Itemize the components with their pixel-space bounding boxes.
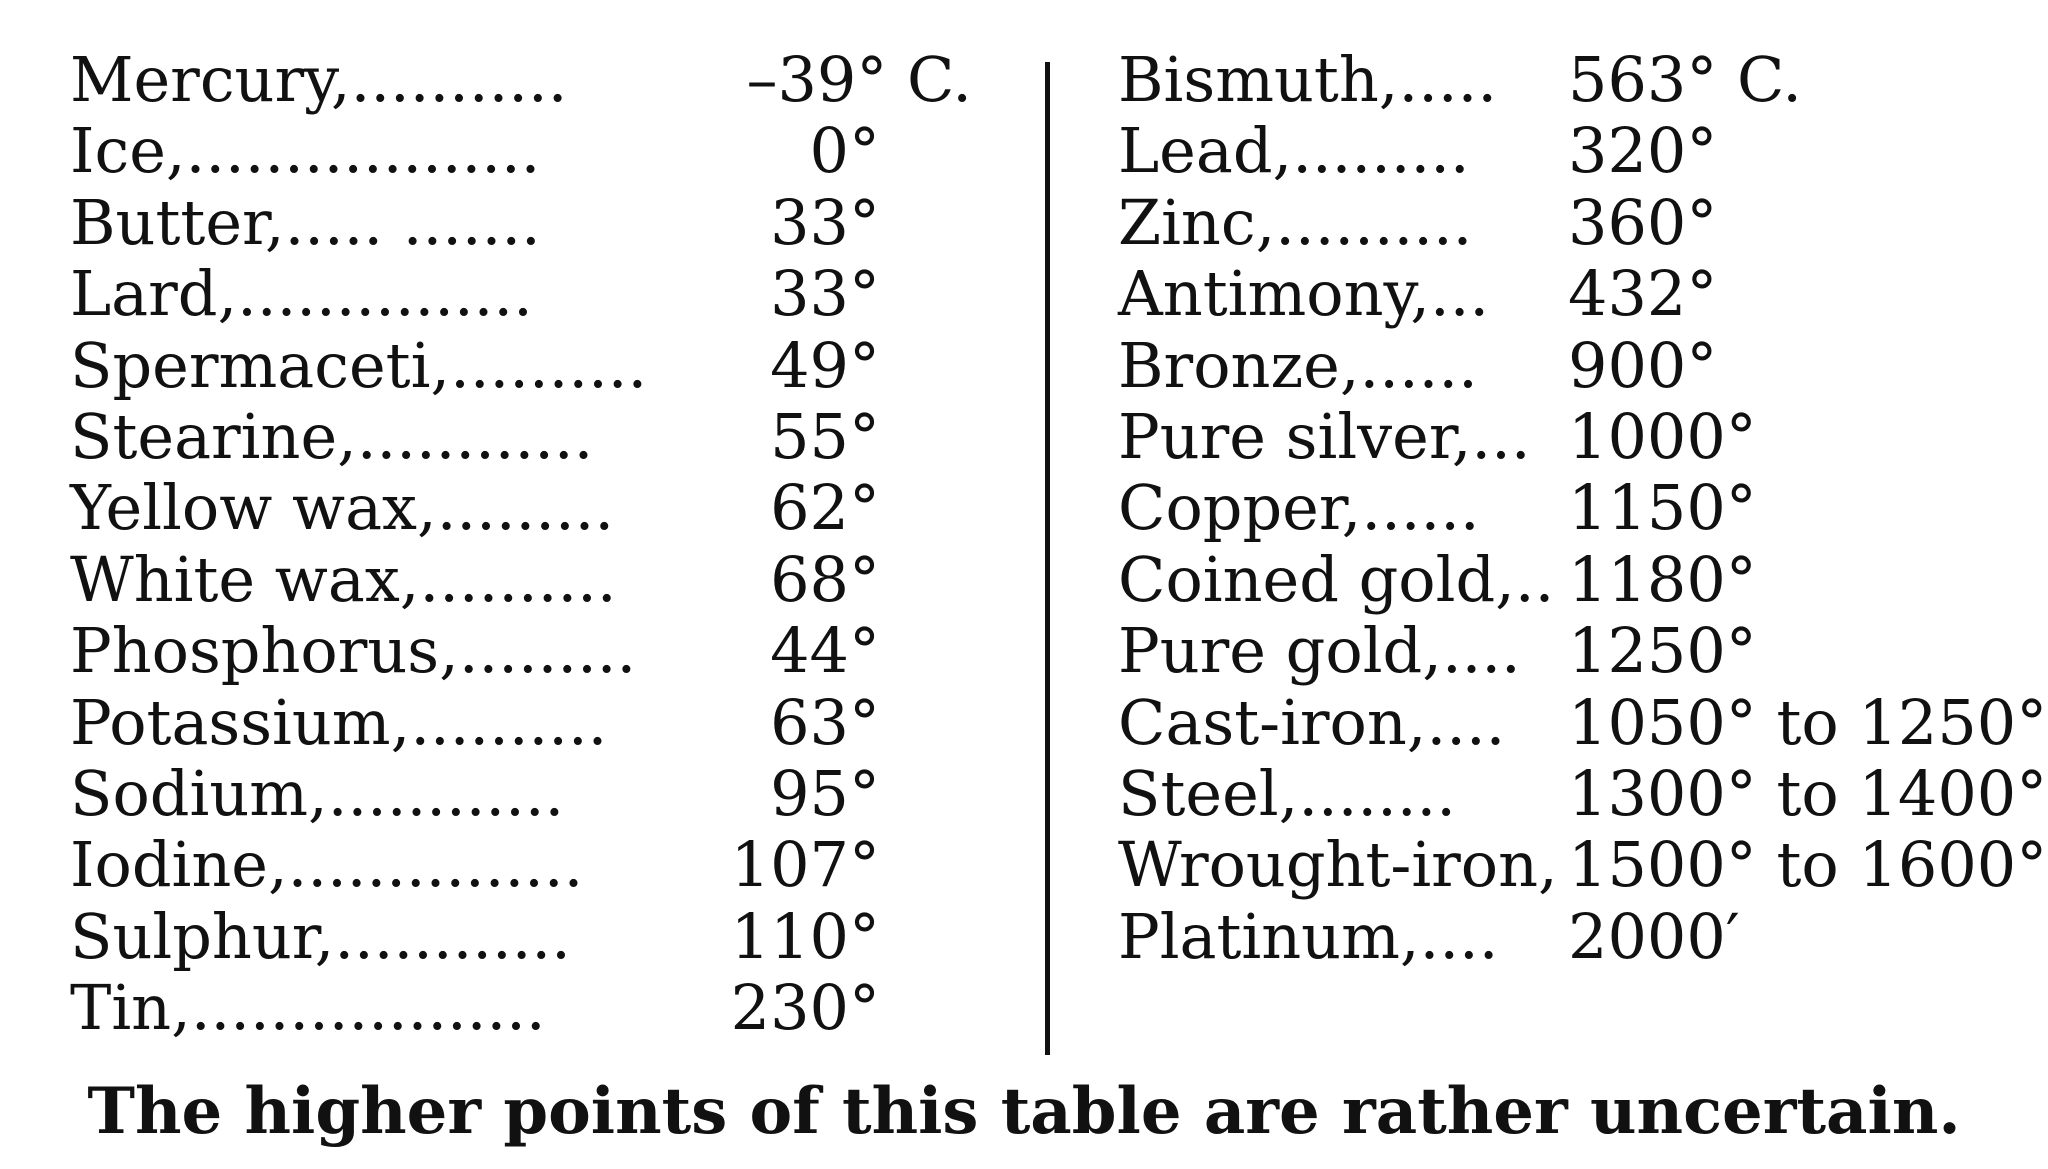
- table-row: [70, 401, 880, 472]
- table-row: [70, 258, 880, 329]
- table-row: [1118, 544, 1778, 615]
- melting-point-value: 63°: [770, 685, 880, 759]
- substance-name: Wrought-iron,: [1118, 828, 1558, 902]
- melting-point-value: 44°: [770, 614, 880, 688]
- melting-point-value: 432°: [1568, 257, 1718, 331]
- table-row: [1118, 685, 2048, 759]
- melting-point-value: 62°: [770, 471, 880, 545]
- leader-dots: ..........: [419, 542, 617, 616]
- table-row: [1118, 901, 1778, 972]
- table-row: [70, 43, 972, 116]
- table-row: [70, 472, 880, 543]
- substance-name: Steel,: [1118, 756, 1299, 830]
- substance-name: Platinum,: [1118, 899, 1420, 973]
- substance-name: Lard,: [70, 257, 238, 331]
- substance-name: Pure silver,: [1118, 399, 1472, 473]
- substance-name: Bronze,: [1118, 328, 1360, 402]
- leader-dots: ............: [356, 399, 594, 473]
- melting-point-value: 900°: [1568, 328, 1718, 402]
- melting-point-value: 320°: [1568, 114, 1718, 188]
- leader-dots: ...............: [237, 257, 533, 331]
- leader-dots: ..: [1514, 542, 1555, 616]
- leader-dots: .....: [1398, 43, 1498, 116]
- leader-dots: ..........: [450, 328, 648, 402]
- melting-point-value: 230°: [730, 971, 880, 1045]
- leader-dots: ............: [334, 899, 571, 973]
- substance-name: Yellow wax,: [70, 471, 437, 545]
- column-divider: [1045, 62, 1050, 1055]
- substance-name: Cast-iron,: [1118, 685, 1427, 759]
- substance-name: Sulphur,: [70, 899, 335, 973]
- melting-point-value: 33°: [770, 257, 880, 331]
- leader-dots: .........: [1292, 114, 1470, 188]
- melting-point-value: 1500° to 1600°: [1568, 828, 2048, 902]
- table-row: [1118, 472, 1778, 543]
- leader-dots: ....: [1419, 899, 1499, 973]
- table-row: [1118, 115, 1778, 186]
- melting-point-value: 360°: [1568, 185, 1718, 259]
- substance-name: Mercury,: [70, 43, 351, 116]
- substance-name: Ice,: [70, 114, 186, 188]
- melting-point-value: 1300° to 1400°: [1568, 756, 2048, 830]
- substance-name: Stearine,: [70, 399, 357, 473]
- substance-name: Potassium,: [70, 685, 411, 759]
- leader-dots: ...: [1430, 257, 1490, 331]
- table-row: [70, 758, 880, 829]
- table-row: [1118, 330, 1778, 401]
- substance-name: Iodine,: [70, 828, 288, 902]
- substance-name: Pure gold,: [1118, 614, 1442, 688]
- table-row: [70, 687, 880, 758]
- melting-point-value: 1050° to 1250°: [1568, 685, 2048, 759]
- footnote: The higher points of this table are rather uncertain.: [87, 1074, 1961, 1149]
- table-row: [1118, 615, 1778, 686]
- substance-name: Butter,: [70, 185, 285, 259]
- substance-name: Spermaceti,: [70, 328, 451, 402]
- table-row: [70, 901, 880, 972]
- substance-name: Tin,: [70, 971, 191, 1045]
- melting-point-value: 1150°: [1568, 471, 1757, 545]
- leader-dots: ..... .......: [284, 185, 541, 259]
- leader-dots: ......: [1361, 471, 1480, 545]
- melting-point-value: 1000°: [1568, 399, 1757, 473]
- leader-dots: .........: [436, 471, 615, 545]
- table-row: [70, 330, 880, 401]
- leader-dots: ......: [1359, 328, 1478, 402]
- melting-point-value: 49°: [770, 328, 880, 402]
- table-row: [70, 544, 880, 615]
- leader-dots: ...........: [350, 43, 568, 116]
- left-column: [70, 43, 972, 1045]
- leader-dots: ....: [1441, 614, 1521, 688]
- melting-point-value: 0°: [809, 114, 880, 188]
- leader-dots: ....: [1426, 685, 1506, 759]
- substance-name: Bismuth,: [1118, 43, 1399, 116]
- melting-point-value: 1180°: [1568, 542, 1757, 616]
- substance-name: Coined gold,: [1118, 542, 1515, 616]
- melting-point-value: 1250°: [1568, 614, 1757, 688]
- leader-dots: ..................: [185, 114, 541, 188]
- melting-point-value: 33°: [770, 185, 880, 259]
- substance-name: Antimony,: [1118, 257, 1430, 331]
- substance-name: Zinc,: [1118, 185, 1276, 259]
- table-row: [1118, 187, 1778, 258]
- table-row: [70, 615, 880, 686]
- table-row: [1118, 756, 2048, 830]
- melting-point-value: 68°: [770, 542, 880, 616]
- table-row: [70, 115, 880, 186]
- leader-dots: ...: [1471, 399, 1531, 473]
- leader-dots: ........: [1298, 756, 1456, 830]
- leader-dots: .........: [458, 614, 637, 688]
- melting-point-value: 563° C.: [1568, 43, 1802, 116]
- table-row: [70, 972, 880, 1043]
- substance-name: White wax,: [70, 542, 420, 616]
- melting-point-value: 107°: [730, 828, 880, 902]
- table-row: [1118, 828, 2048, 902]
- table-row: [1118, 43, 1802, 116]
- substance-name: Copper,: [1118, 471, 1362, 545]
- leader-dots: ............: [327, 756, 565, 830]
- table-row: [1118, 258, 1778, 329]
- table-row: [70, 187, 880, 258]
- substance-name: Sodium,: [70, 756, 328, 830]
- table-row: [1118, 401, 1778, 472]
- melting-point-value: –39° C.: [746, 43, 972, 116]
- melting-point-value: 2000′: [1568, 899, 1740, 973]
- leader-dots: ..........: [1275, 185, 1473, 259]
- substance-name: Phosphorus,: [70, 614, 459, 688]
- melting-point-value: 110°: [730, 899, 880, 973]
- right-column: [1118, 43, 2048, 973]
- leader-dots: ...............: [287, 828, 584, 902]
- leader-dots: ..................: [190, 971, 546, 1045]
- melting-point-value: 55°: [770, 399, 880, 473]
- table-row: [70, 829, 880, 900]
- leader-dots: ..........: [410, 685, 608, 759]
- melting-point-value: 95°: [770, 756, 880, 830]
- substance-name: Lead,: [1118, 114, 1293, 188]
